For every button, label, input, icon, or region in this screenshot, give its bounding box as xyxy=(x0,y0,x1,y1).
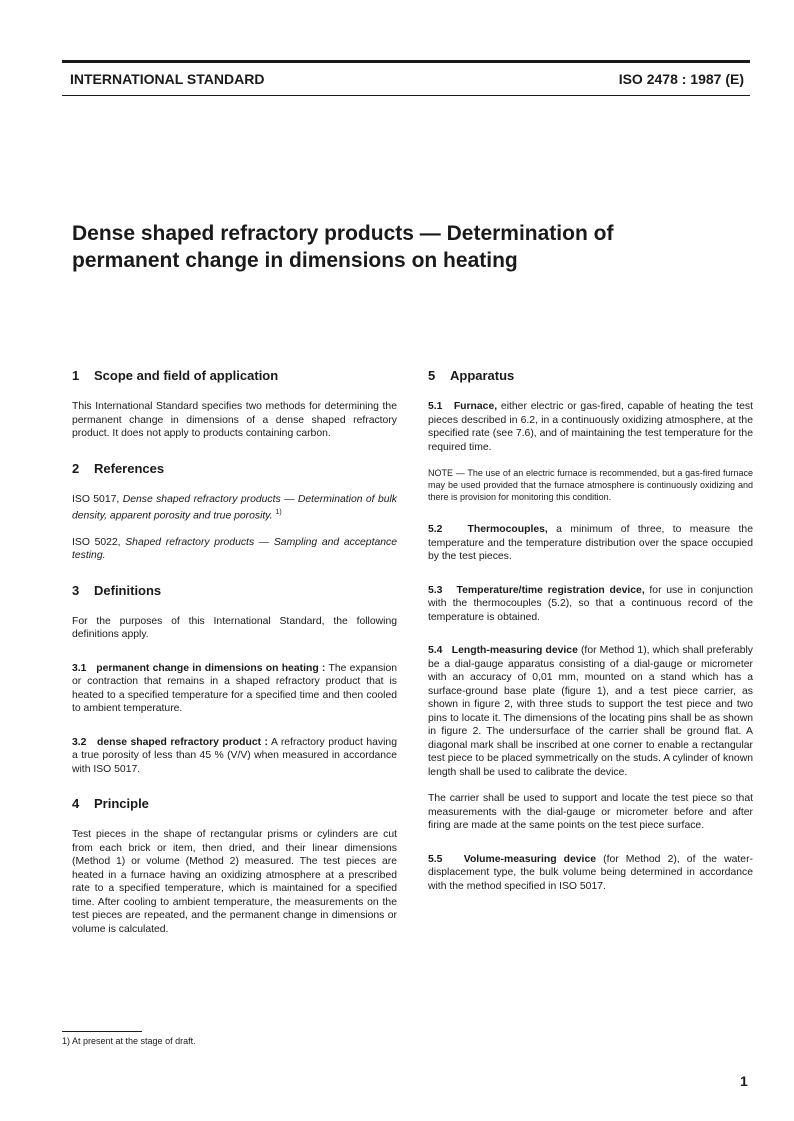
section-1-heading: 1 Scope and field of application xyxy=(72,368,279,383)
top-rule xyxy=(62,60,750,63)
clause-5-2: 5.2 Thermocouples, a minimum of three, to measure the temperature and the temperature distribution over the space occupied by the test pieces. xyxy=(428,524,753,562)
title-line-2: permanent change in dimensions on heating xyxy=(72,249,518,272)
page-header xyxy=(62,71,750,89)
definition-3-2: 3.2 dense shaped refractory product : A refractory product having a true porosity of less than 45 % (V/V) when measured in accordance with ISO 5017. xyxy=(72,736,397,775)
footnote: 1) At present at the stage of draft. xyxy=(62,1036,196,1046)
section-1-text: This International Standard specifies two methods for determining the permanent change in dimensions of a dense shaped refractory product. It does not apply to products containing carbon. xyxy=(72,401,397,439)
right-column xyxy=(428,368,753,893)
section-4-heading: 4 Principle xyxy=(72,796,149,812)
left-column xyxy=(72,368,397,936)
clause-5-4: 5.4 Length-measuring device (for Method 1), which shall preferably be a dial-gauge apparatus consisting of a dial-gauge or micrometer with an accuracy of 0,01 mm, mounted on a stand which has a surface-ground base plate (figure 1), and a test piece carrier, as shown in figure 2, with three studs to support the test piece and two pins to locate it. The dimensions of the locating pins shall be as shown in figure 2. The undersurface of the carrier shall be ground flat. A diagonal mark shall be inscribed at one corner to enable a rectangular test piece to be placed symmetrically on the studs. A cylinder of known length shall be used to calibrate the device. xyxy=(428,645,753,778)
title-line-1: Dense shaped refractory products — Determination of xyxy=(72,222,614,245)
footnote-rule xyxy=(62,1031,142,1032)
header-right: ISO 2478 : 1987 (E) xyxy=(618,71,744,87)
definition-3-1: 3.1 permanent change in dimensions on heating : The expansion or contraction that remains in a shaped refractory product that is heated to a specified temperature for a specified time and then cooled to ambient temperature. xyxy=(72,662,398,715)
header-rule xyxy=(62,95,750,96)
clause-5-4-carrier: The carrier shall be used to support and locate the test piece so that measurements with the dial-gauge or micrometer before and after firing are made at the same points on the test piece surface. xyxy=(428,793,753,831)
clause-5-3: 5.3 Temperature/time registration device, for use in conjunction with the thermocouples (5.2), so that a continuous record of the temperature is obtained. xyxy=(428,584,753,623)
reference-1: ISO 5017, Dense shaped refractory products — Determination of bulk density, apparent porosity and true porosity. $^{1)}$ xyxy=(72,493,398,522)
header-left: INTERNATIONAL STANDARD xyxy=(70,71,265,87)
reference-2: ISO 5022, Shaped refractory products — Sampling and acceptance testing. xyxy=(72,536,397,562)
section-2-heading: 2 References xyxy=(72,460,165,476)
clause-5-1: 5.1 Furnace, either electric or gas-fired, capable of heating the test pieces described in 6.2, in a continuously oxidizing atmosphere, at the specified rate (see 7.6), and of maintaining the test temperature for the required time. xyxy=(428,401,753,453)
definitions-intro: For the purposes of this International Standard, the following definitions apply. xyxy=(72,615,397,641)
section-5-heading: 5 Apparatus xyxy=(428,368,515,383)
clause-5-5: 5.5 Volume-measuring device (for Method 2), of the water-displacement type, the bulk volume being determined in accordance with the method specified in ISO 5017. xyxy=(428,853,753,892)
note-furnace: NOTE — The use of an electric furnace is recommended, but a gas-fired furnace may be used provided that the furnace atmosphere is continuously oxidizing and there is provision for monitoring this condition. xyxy=(428,468,753,502)
section-4-text: Test pieces in the shape of rectangular prisms or cylinders are cut from each brick or item, then dried, and their linear dimensions (Method 1) or volume (Method 2) measured. The test pieces are heated in a furnace having an oxidizing atmosphere at a prescribed rate to a specified temperature, which is maintained for a specified time. After cooling to ambient temperature, the measurements on the test pieces are repeated, and the permanent change in dimensions or volume is calculated. xyxy=(72,829,397,935)
section-3-heading: 3 Definitions xyxy=(72,582,162,598)
document-title xyxy=(72,220,742,274)
page-number: 1 xyxy=(740,1073,748,1089)
